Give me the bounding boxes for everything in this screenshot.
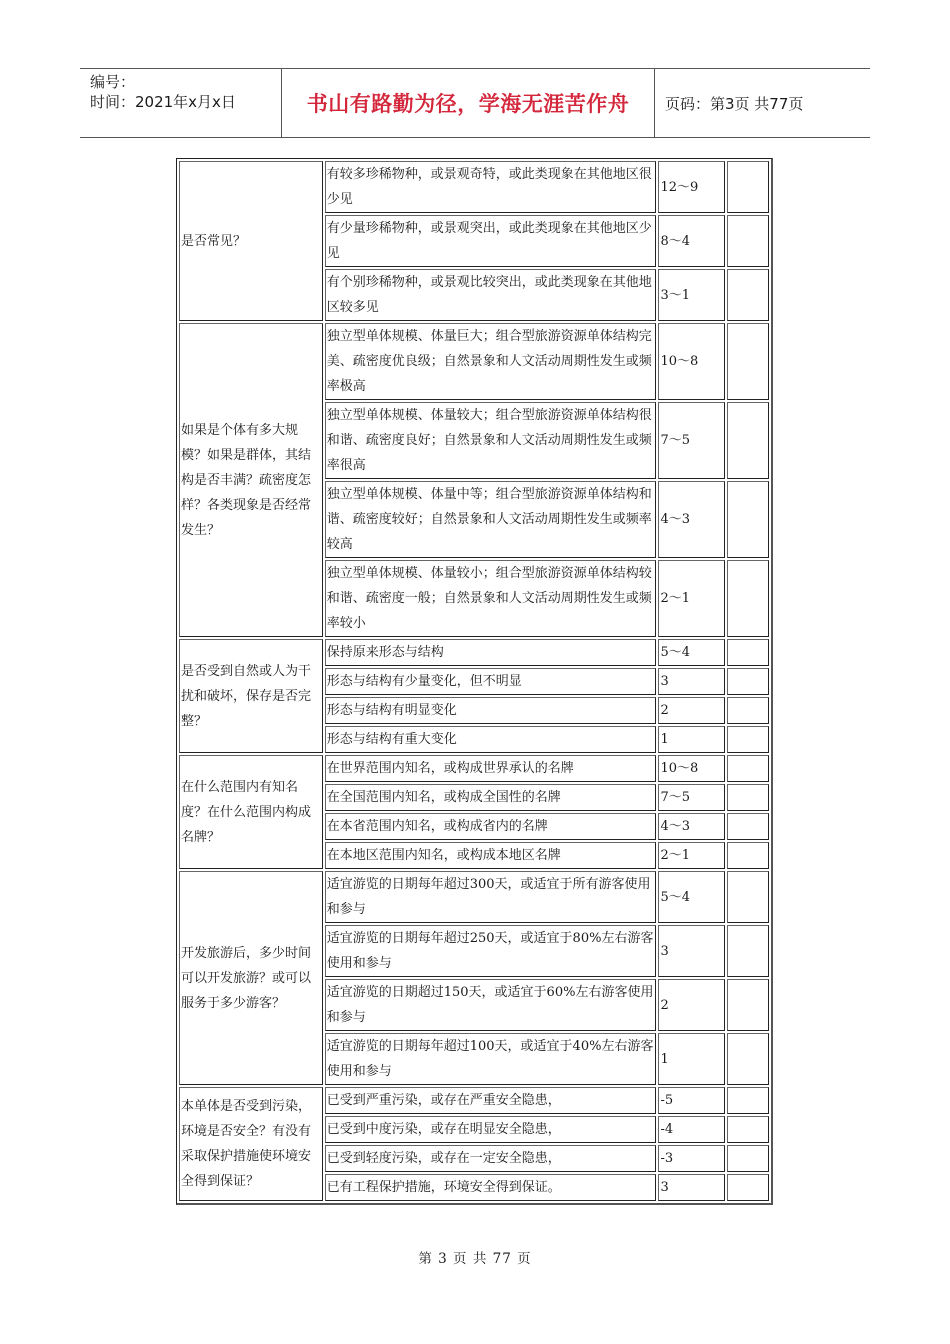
score-cell: 3 bbox=[658, 1174, 724, 1201]
criterion-cell: 形态与结构有少量变化，但不明显 bbox=[325, 668, 657, 695]
score-cell: 10～8 bbox=[658, 755, 724, 782]
question-cell: 如果是个体有多大规模？如果是群体，其结构是否丰满？疏密度怎样？各类现象是否经常发生？ bbox=[179, 323, 323, 637]
score-cell: 5～4 bbox=[658, 871, 724, 923]
score-cell: 1 bbox=[658, 1033, 724, 1085]
empty-score-cell bbox=[727, 1145, 769, 1172]
question-cell: 本单体是否受到污染，环境是否安全？有没有采取保护措施使环境安全得到保证？ bbox=[179, 1087, 323, 1201]
criterion-cell: 已有工程保护措施，环境安全得到保证。 bbox=[325, 1174, 657, 1201]
table-row bbox=[179, 323, 769, 400]
score-cell: 8～4 bbox=[658, 215, 724, 267]
criterion-cell: 适宜游览的日期每年超过250天，或适宜于80%左右游客使用和参与 bbox=[325, 925, 657, 977]
empty-score-cell bbox=[727, 560, 769, 637]
empty-score-cell bbox=[727, 755, 769, 782]
criterion-cell: 在全国范围内知名，或构成全国性的名牌 bbox=[325, 784, 657, 811]
score-cell: -5 bbox=[658, 1087, 724, 1114]
page-footer: 第 3 页 共 77 页 bbox=[418, 1251, 532, 1267]
criterion-cell: 形态与结构有重大变化 bbox=[325, 726, 657, 753]
table-row bbox=[179, 1087, 769, 1114]
criterion-cell: 有少量珍稀物种，或景观突出，或此类现象在其他地区少见 bbox=[325, 215, 657, 267]
empty-score-cell bbox=[727, 639, 769, 666]
empty-score-cell bbox=[727, 979, 769, 1031]
criterion-cell: 适宜游览的日期每年超过300天，或适宜于所有游客使用和参与 bbox=[325, 871, 657, 923]
score-cell: 7～5 bbox=[658, 402, 724, 479]
evaluation-table bbox=[176, 158, 773, 1205]
empty-score-cell bbox=[727, 726, 769, 753]
score-cell: -4 bbox=[658, 1116, 724, 1143]
empty-score-cell bbox=[727, 697, 769, 724]
criterion-cell: 在世界范围内知名，或构成世界承认的名牌 bbox=[325, 755, 657, 782]
score-cell: 1 bbox=[658, 726, 724, 753]
score-cell: 2～1 bbox=[658, 842, 724, 869]
score-cell: 3 bbox=[658, 668, 724, 695]
score-cell: 2～1 bbox=[658, 560, 724, 637]
page-number-label: 页码：第3页 共77页 bbox=[665, 94, 804, 113]
empty-score-cell bbox=[727, 161, 769, 213]
motto-text: 书山有路勤为径，学海无涯苦作舟 bbox=[306, 92, 630, 116]
criterion-cell: 已受到严重污染，或存在严重安全隐患， bbox=[325, 1087, 657, 1114]
empty-score-cell bbox=[727, 668, 769, 695]
score-cell: 7～5 bbox=[658, 784, 724, 811]
page-header bbox=[80, 68, 870, 138]
empty-score-cell bbox=[727, 402, 769, 479]
empty-score-cell bbox=[727, 925, 769, 977]
score-cell: 3～1 bbox=[658, 269, 724, 321]
criterion-cell: 已受到轻度污染，或存在一定安全隐患， bbox=[325, 1145, 657, 1172]
criterion-cell: 有个别珍稀物种，或景观比较突出，或此类现象在其他地区较多见 bbox=[325, 269, 657, 321]
score-cell: 12～9 bbox=[658, 161, 724, 213]
criterion-cell: 适宜游览的日期超过150天，或适宜于60%左右游客使用和参与 bbox=[325, 979, 657, 1031]
score-cell: 2 bbox=[658, 979, 724, 1031]
empty-score-cell bbox=[727, 1116, 769, 1143]
criterion-cell: 保持原来形态与结构 bbox=[325, 639, 657, 666]
empty-score-cell bbox=[727, 481, 769, 558]
empty-score-cell bbox=[727, 871, 769, 923]
serial-number-label: 编号： bbox=[90, 73, 136, 91]
criterion-cell: 在本省范围内知名，或构成省内的名牌 bbox=[325, 813, 657, 840]
empty-score-cell bbox=[727, 813, 769, 840]
empty-score-cell bbox=[727, 1174, 769, 1201]
empty-score-cell bbox=[727, 323, 769, 400]
criterion-cell: 在本地区范围内知名，或构成本地区名牌 bbox=[325, 842, 657, 869]
table-row bbox=[179, 639, 769, 666]
criterion-cell: 形态与结构有明显变化 bbox=[325, 697, 657, 724]
empty-score-cell bbox=[727, 215, 769, 267]
criterion-cell: 独立型单体规模、体量较大；组合型旅游资源单体结构很和谐、疏密度良好；自然景象和人文活动周期性发生或频率很高 bbox=[325, 402, 657, 479]
question-cell: 是否受到自然或人为干扰和破坏，保存是否完整？ bbox=[179, 639, 323, 753]
score-cell: 2 bbox=[658, 697, 724, 724]
criterion-cell: 独立型单体规模、体量较小；组合型旅游资源单体结构较和谐、疏密度一般；自然景象和人文活动周期性发生或频率较小 bbox=[325, 560, 657, 637]
score-cell: 4～3 bbox=[658, 481, 724, 558]
evaluation-table-body bbox=[179, 161, 769, 1201]
score-cell: 5～4 bbox=[658, 639, 724, 666]
question-cell: 在什么范围内有知名度？在什么范围内构成名牌？ bbox=[179, 755, 323, 869]
question-cell: 是否常见？ bbox=[179, 161, 323, 321]
date-label: 时间：2021年x月x日 bbox=[90, 93, 236, 111]
empty-score-cell bbox=[727, 842, 769, 869]
question-cell: 开发旅游后，多少时间可以开发旅游？或可以服务于多少游客？ bbox=[179, 871, 323, 1085]
score-cell: 4～3 bbox=[658, 813, 724, 840]
empty-score-cell bbox=[727, 1087, 769, 1114]
score-cell: 10～8 bbox=[658, 323, 724, 400]
empty-score-cell bbox=[727, 784, 769, 811]
criterion-cell: 有较多珍稀物种，或景观奇特，或此类现象在其他地区很少见 bbox=[325, 161, 657, 213]
score-cell: 3 bbox=[658, 925, 724, 977]
criterion-cell: 独立型单体规模、体量中等；组合型旅游资源单体结构和谐、疏密度较好；自然景象和人文活动周期性发生或频率较高 bbox=[325, 481, 657, 558]
header-motto-cell bbox=[282, 69, 655, 137]
table-row bbox=[179, 161, 769, 213]
header-meta-cell bbox=[80, 69, 282, 137]
score-cell: -3 bbox=[658, 1145, 724, 1172]
table-row bbox=[179, 755, 769, 782]
criterion-cell: 独立型单体规模、体量巨大；组合型旅游资源单体结构完美、疏密度优良级；自然景象和人文活动周期性发生或频率极高 bbox=[325, 323, 657, 400]
table-row bbox=[179, 871, 769, 923]
empty-score-cell bbox=[727, 1033, 769, 1085]
header-page-cell bbox=[655, 69, 880, 137]
criterion-cell: 适宜游览的日期每年超过100天，或适宜于40%左右游客使用和参与 bbox=[325, 1033, 657, 1085]
empty-score-cell bbox=[727, 269, 769, 321]
criterion-cell: 已受到中度污染，或存在明显安全隐患， bbox=[325, 1116, 657, 1143]
